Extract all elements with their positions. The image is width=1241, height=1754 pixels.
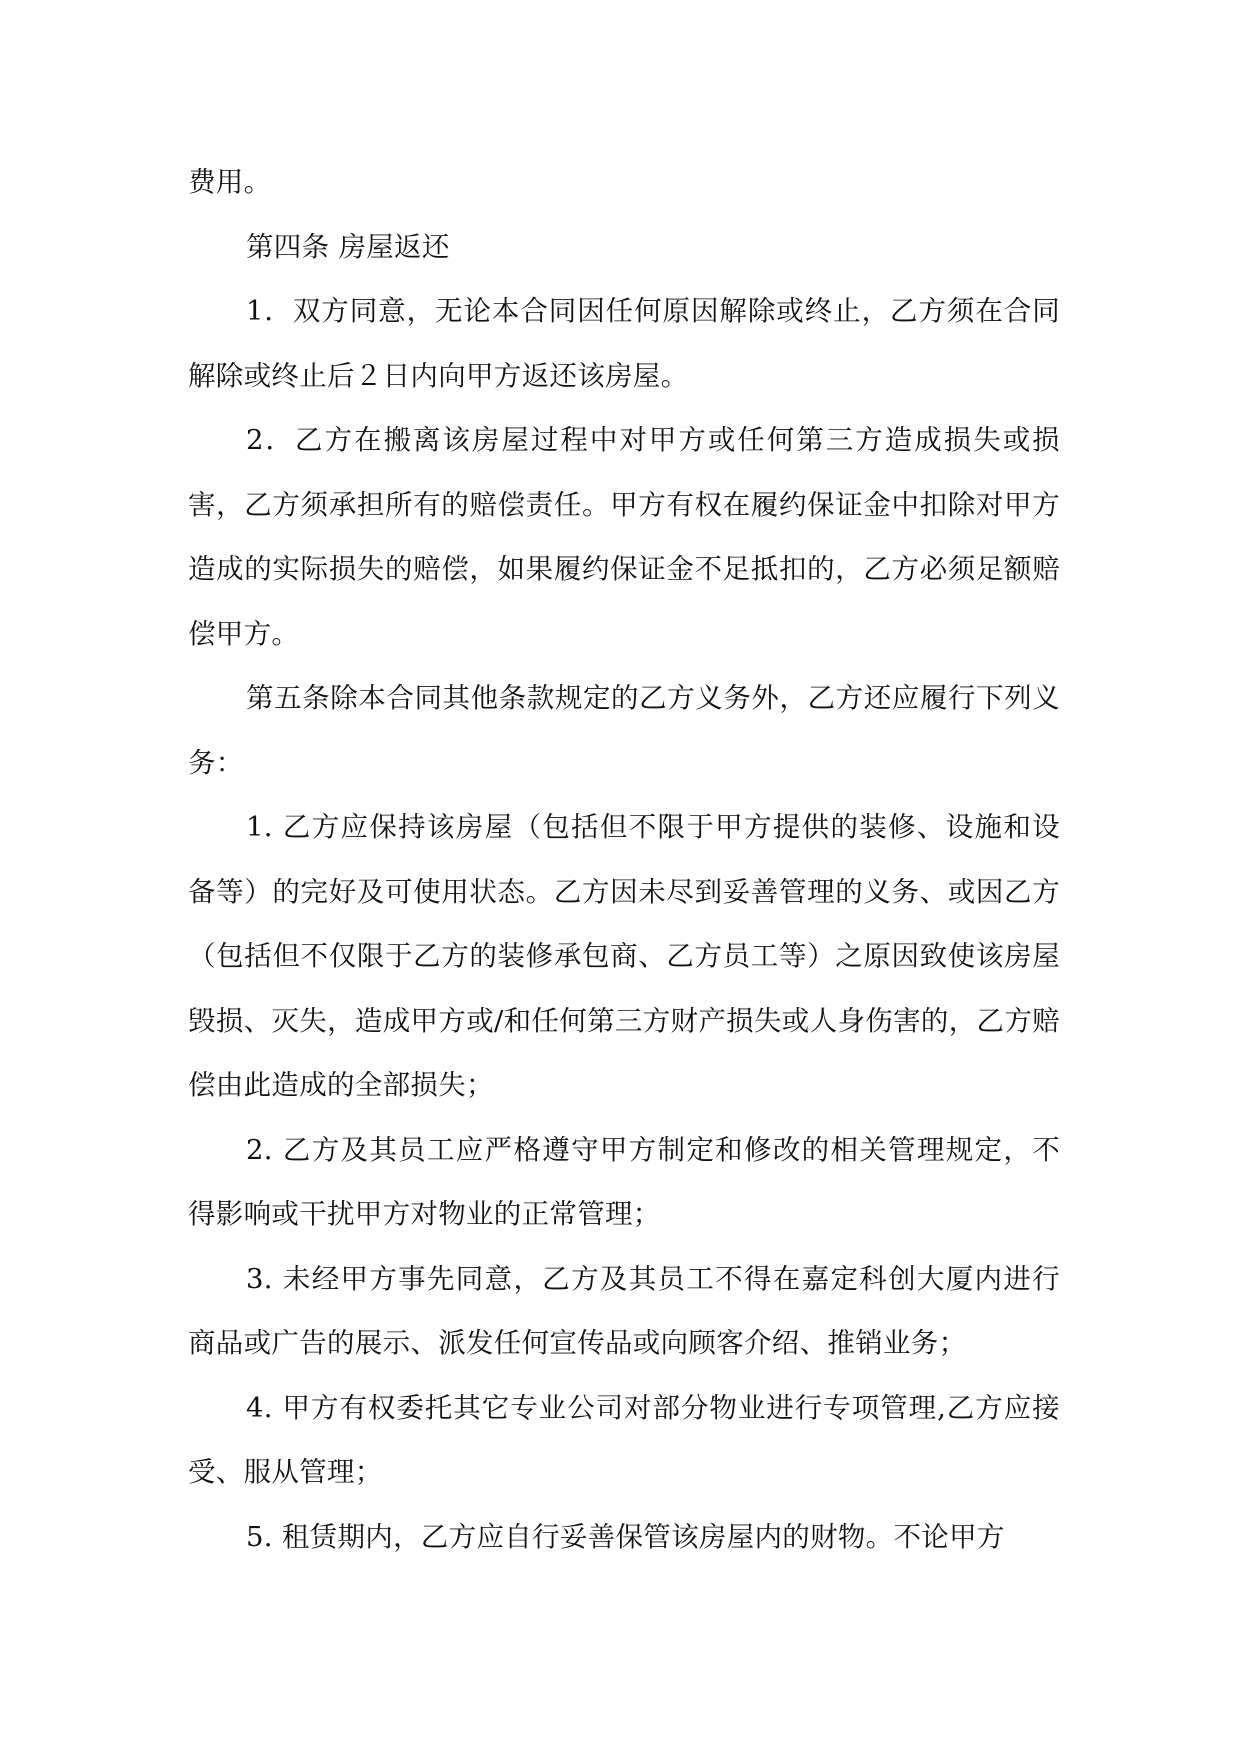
paragraph-clause-5-1: 1. 乙方应保持该房屋（包括但不限于甲方提供的装修、设施和设备等）的完好及可使用状态。乙方因未尽到妥善管理的义务、或因乙方（包括但不仅限于乙方的装修承包商、乙方员工等）之原因致使该房屋毁损、灭失，造成甲方或/和任何第三方财产损失或人身伤害的，乙方赔偿由此造成的全部损失； [188, 811, 1060, 1101]
paragraph-clause-5-4: 4. 甲方有权委托其它专业公司对部分物业进行专项管理,乙方应接受、服从管理； [188, 1391, 1060, 1488]
paragraph-clause-5-3: 3. 未经甲方事先同意，乙方及其员工不得在嘉定科创大厦内进行商品或广告的展示、派发任何宣传品或向顾客介绍、推销业务； [188, 1262, 1060, 1359]
paragraph-clause-5-5: 5. 租赁期内，乙方应自行妥善保管该房屋内的财物。不论甲方 [246, 1520, 1005, 1553]
paragraph-clause-4-1: 1．双方同意，无论本合同因任何原因解除或终止，乙方须在合同解除或终止后２日内向甲方返还该房屋。 [188, 295, 1060, 392]
paragraph-continuation: 费用。 [188, 166, 272, 198]
article-heading-4: 第四条 房屋返还 [246, 230, 450, 263]
paragraph-clause-5-2: 2. 乙方及其员工应严格遵守甲方制定和修改的相关管理规定，不得影响或干扰甲方对物业的正常管理； [188, 1133, 1060, 1230]
article-heading-5: 第五条除本合同其他条款规定的乙方义务外，乙方还应履行下列义务： [188, 682, 1060, 779]
document-body [188, 150, 1060, 1569]
paragraph-clause-4-2: 2．乙方在搬离该房屋过程中对甲方或任何第三方造成损失或损害，乙方须承担所有的赔偿责任。甲方有权在履约保证金中扣除对甲方造成的实际损失的赔偿，如果履约保证金不足抵扣的，乙方必须足额赔偿甲方。 [188, 424, 1060, 650]
